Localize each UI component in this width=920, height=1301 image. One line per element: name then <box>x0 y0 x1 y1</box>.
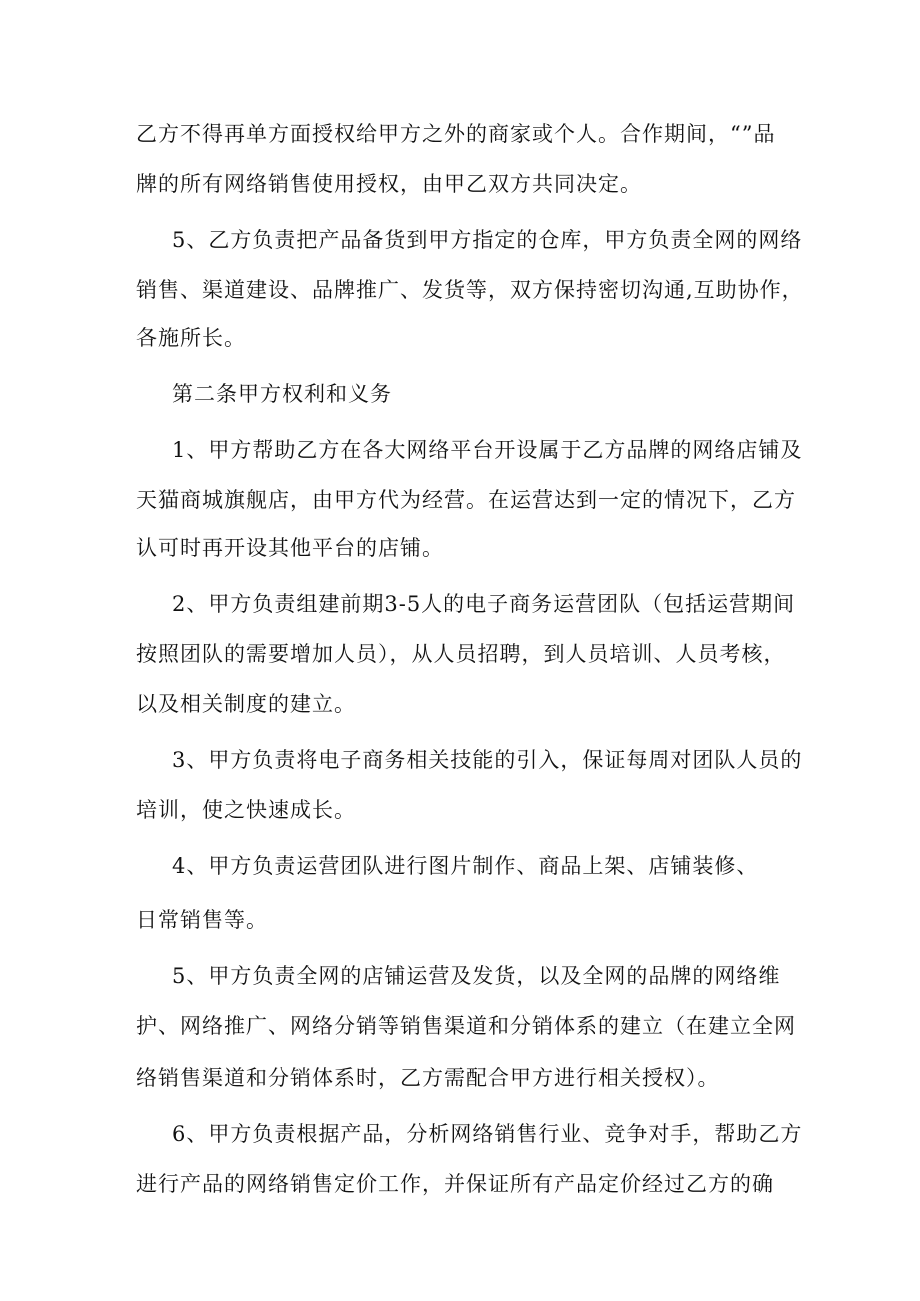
section-heading: 第二条甲方权利和义务 <box>172 382 392 406</box>
text-line: 5、甲方负责全网的店铺运营及发货，以及全网的品牌的网络维 <box>172 964 781 988</box>
text-line: 以及相关制度的建立。 <box>136 692 356 716</box>
text-line: 乙方不得再单方面授权给甲方之外的商家或个人。合作期间，“”品 <box>136 122 776 146</box>
text-line: 销售、渠道建设、品牌推广、发货等，双方保持密切沟通,互助协作， <box>136 278 804 302</box>
text-line: 各施所长。 <box>136 326 246 350</box>
text-line: 牌的所有网络销售使用授权，由甲乙双方共同决定。 <box>136 172 642 196</box>
text-line: 进行产品的网络销售定价工作，并保证所有产品定价经过乙方的确 <box>136 1172 774 1196</box>
text-line: 3、甲方负责将电子商务相关技能的引入，保证每周对团队人员的 <box>172 748 803 772</box>
text-line: 4、甲方负责运营团队进行图片制作、商品上架、店铺装修、 <box>172 854 759 878</box>
text-line: 2、甲方负责组建前期3-5人的电子商务运营团队（包括运营期间 <box>172 592 796 616</box>
text-line: 日常销售等。 <box>136 908 268 932</box>
text-line: 培训，使之快速成长。 <box>136 798 356 822</box>
text-line: 认可时再开设其他平台的店铺。 <box>136 536 444 560</box>
text-line: 6、甲方负责根据产品，分析网络销售行业、竞争对手，帮助乙方 <box>172 1122 803 1146</box>
text-line: 5、乙方负责把产品备货到甲方指定的仓库，甲方负责全网的网络 <box>172 228 803 252</box>
text-line: 护、网络推广、网络分销等销售渠道和分销体系的建立（在建立全网 <box>136 1014 796 1038</box>
text-line: 1、甲方帮助乙方在各大网络平台开设属于乙方品牌的网络店铺及 <box>172 438 803 462</box>
text-line: 天猫商城旗舰店，由甲方代为经营。在运营达到一定的情况下，乙方 <box>136 488 796 512</box>
text-line: 按照团队的需要增加人员），从人员招聘，到人员培训、人员考核， <box>136 642 786 666</box>
text-line: 络销售渠道和分销体系时，乙方需配合甲方进行相关授权）。 <box>136 1066 720 1090</box>
